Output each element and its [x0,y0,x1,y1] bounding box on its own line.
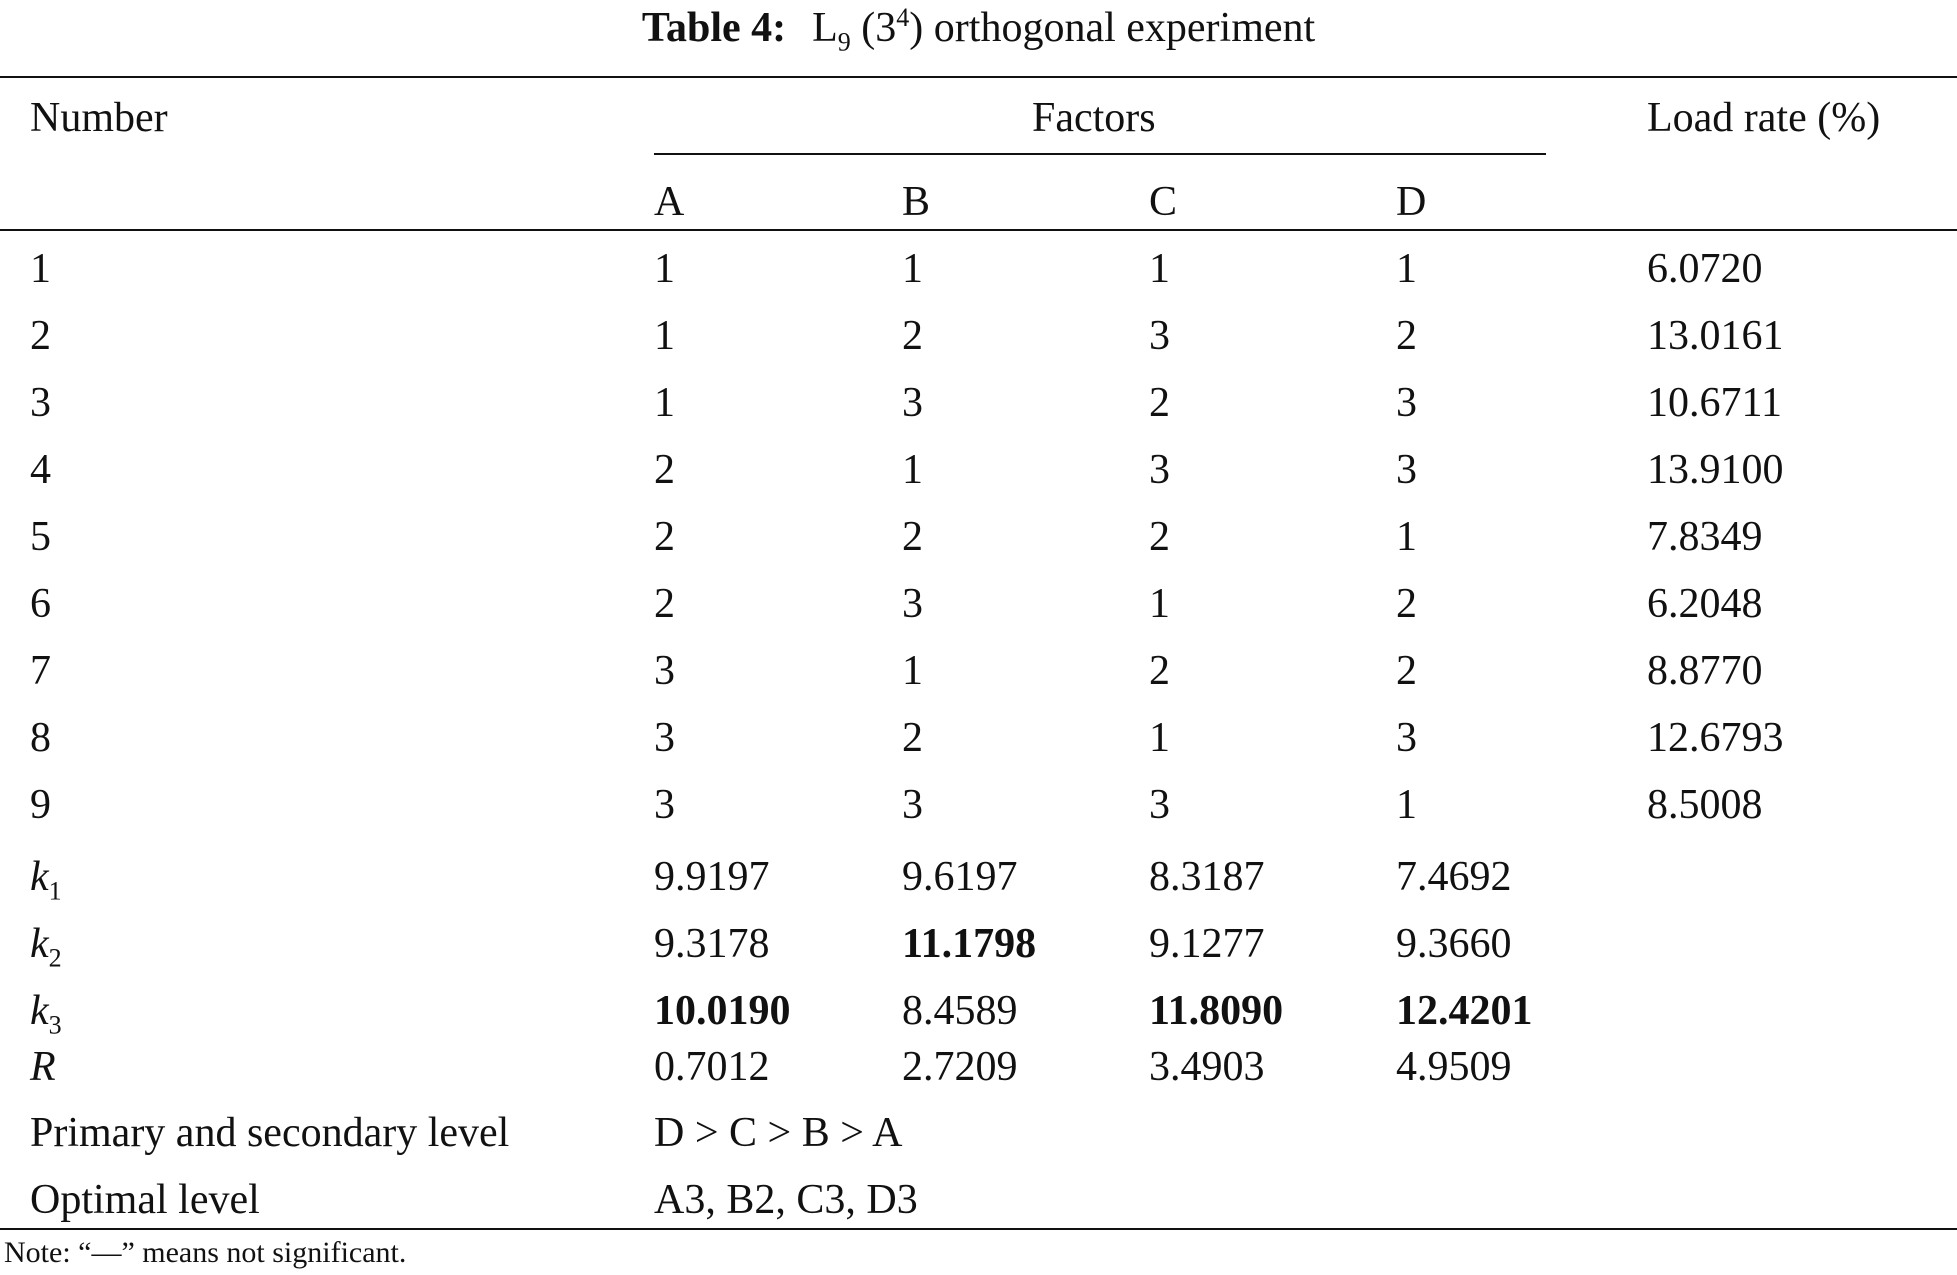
primary-value: D > C > B > A [654,1110,903,1156]
primary-label: Primary and secondary level [30,1110,510,1156]
stat-value: 0.7012 [654,1044,770,1090]
factor-cell: 2 [1396,648,1417,694]
load-rate-cell: 6.2048 [1647,581,1763,627]
factor-cell: 2 [1149,380,1170,426]
stat-value: 4.9509 [1396,1044,1512,1090]
stat-value: 11.1798 [902,921,1037,967]
load-rate-cell: 13.9100 [1647,447,1784,493]
optimal-label: Optimal level [30,1177,260,1223]
stat-value: 8.3187 [1149,854,1265,900]
optimal-value: A3, B2, C3, D3 [654,1177,918,1223]
header-factors: Factors [1032,95,1156,141]
factor-cell: 2 [1149,648,1170,694]
factor-cell: 3 [1396,380,1417,426]
factor-cell: 1 [902,246,923,292]
stat-label-main: k [30,921,49,967]
stat-label [30,852,62,906]
header-factor-a: A [654,179,685,225]
factor-cell: 1 [654,313,675,359]
stat-value: 10.0190 [654,988,791,1034]
factor-cell: 1 [1149,581,1170,627]
factor-cell: 3 [1149,313,1170,359]
row-number: 8 [30,715,51,761]
bottom-rule [0,1228,1957,1230]
load-rate-cell: 7.8349 [1647,514,1763,560]
stat-value: 9.9197 [654,854,770,900]
factor-cell: 1 [902,447,923,493]
stat-label [30,986,62,1040]
header-factor-b: B [902,179,931,225]
factor-cell: 1 [1149,715,1170,761]
stat-value: 3.4903 [1149,1044,1265,1090]
stat-label-main: k [30,988,49,1034]
stat-label [30,1042,56,1092]
factor-cell: 2 [1396,581,1417,627]
factor-cell: 1 [902,648,923,694]
stat-value: 8.4589 [902,988,1018,1034]
caption-l: L [812,5,838,51]
stat-label-sub: 1 [48,876,62,906]
factor-cell: 3 [902,581,923,627]
load-rate-cell: 8.5008 [1647,782,1763,828]
factor-cell: 3 [1396,447,1417,493]
stat-value: 2.7209 [902,1044,1018,1090]
stat-label-sub: 2 [48,943,62,973]
factor-cell: 2 [654,514,675,560]
caption-post: ) orthogonal experiment [909,5,1316,51]
factor-cell: 3 [1149,447,1170,493]
row-number: 6 [30,581,51,627]
factor-cell: 1 [1149,246,1170,292]
stat-value: 9.3660 [1396,921,1512,967]
factor-cell: 2 [1149,514,1170,560]
load-rate-cell: 12.6793 [1647,715,1784,761]
caption-sup: 4 [896,3,910,32]
stat-value: 9.1277 [1149,921,1265,967]
factor-cell: 2 [654,447,675,493]
row-number: 1 [30,246,51,292]
factors-underline [654,153,1546,155]
row-number: 7 [30,648,51,694]
row-number: 2 [30,313,51,359]
factor-cell: 2 [902,514,923,560]
caption-l-sub: 9 [837,27,851,57]
stat-value: 9.6197 [902,854,1018,900]
factor-cell: 2 [654,581,675,627]
factor-cell: 3 [654,782,675,828]
stat-value: 12.4201 [1396,988,1533,1034]
factor-cell: 2 [902,715,923,761]
load-rate-cell: 10.6711 [1647,380,1782,426]
factor-cell: 3 [654,648,675,694]
factor-cell: 2 [902,313,923,359]
load-rate-cell: 13.0161 [1647,313,1784,359]
factor-cell: 3 [654,715,675,761]
stat-value: 7.4692 [1396,854,1512,900]
stat-label-sub: 3 [48,1010,62,1040]
factor-cell: 1 [654,246,675,292]
factor-cell: 3 [1396,715,1417,761]
top-rule [0,76,1957,78]
stat-value: 9.3178 [654,921,770,967]
load-rate-cell: 6.0720 [1647,246,1763,292]
factor-cell: 1 [1396,514,1417,560]
factor-cell: 1 [1396,782,1417,828]
caption-label: Table 4: [641,5,787,51]
header-bottom-rule [0,229,1957,231]
row-number: 3 [30,380,51,426]
stat-label-main: R [30,1044,56,1090]
header-load-rate: Load rate (%) [1647,95,1881,141]
header-factor-c: C [1149,179,1178,225]
table-caption [0,2,1957,57]
stat-label [30,919,62,973]
stat-label-main: k [30,854,49,900]
table-note: Note: “—” means not significant. [4,1236,407,1269]
stat-value: 11.8090 [1149,988,1284,1034]
load-rate-cell: 8.8770 [1647,648,1763,694]
factor-cell: 3 [1149,782,1170,828]
row-number: 5 [30,514,51,560]
factor-cell: 1 [654,380,675,426]
caption-pre: (3 [861,5,897,51]
header-number: Number [30,95,168,141]
row-number: 4 [30,447,51,493]
factor-cell: 1 [1396,246,1417,292]
factor-cell: 3 [902,380,923,426]
header-factor-d: D [1396,179,1427,225]
factor-cell: 3 [902,782,923,828]
row-number: 9 [30,782,51,828]
factor-cell: 2 [1396,313,1417,359]
